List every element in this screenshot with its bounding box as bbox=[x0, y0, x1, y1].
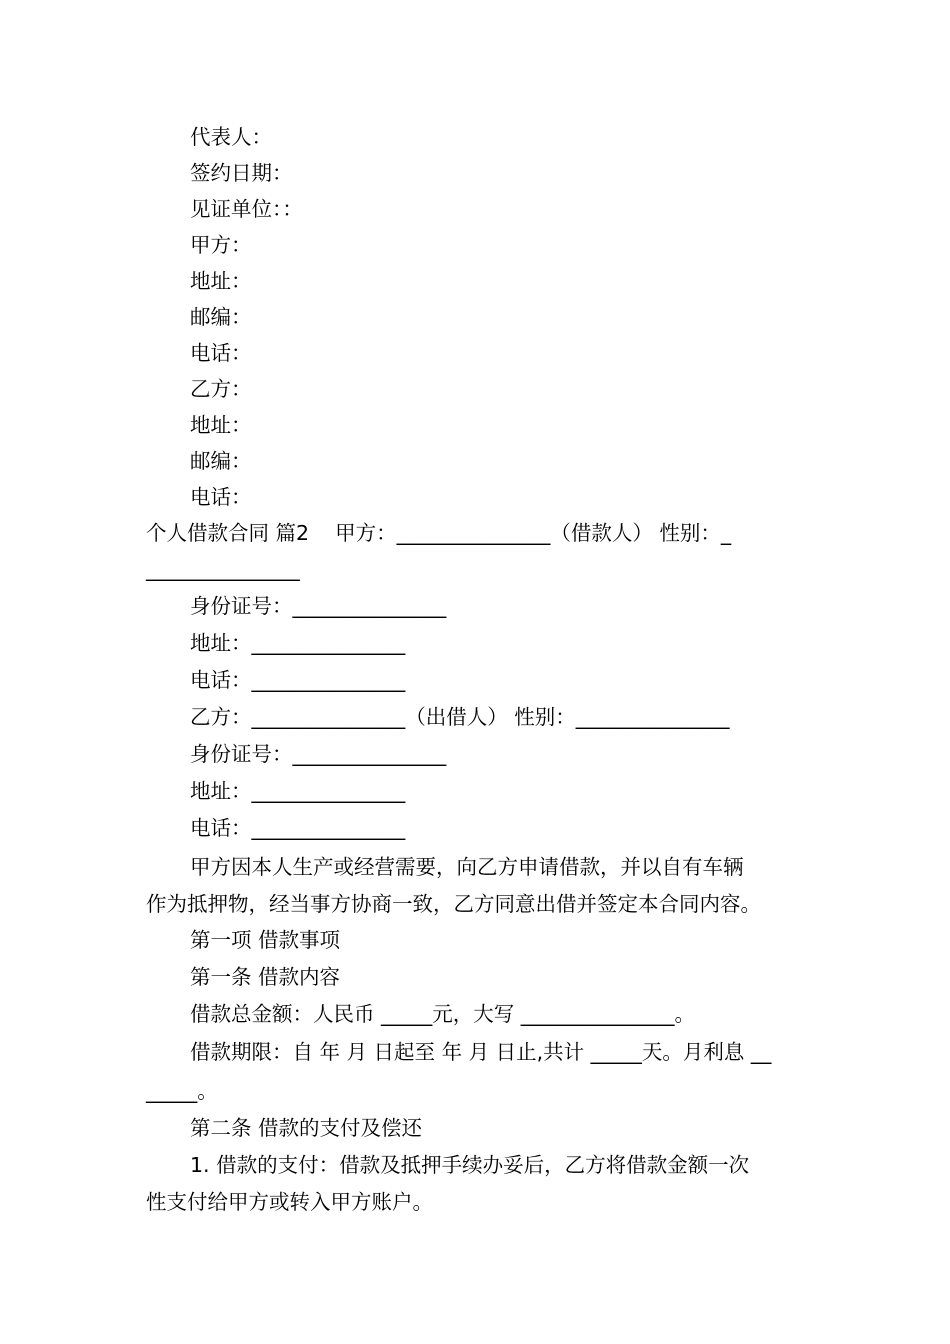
party-a-address: 地址： bbox=[190, 269, 252, 293]
article-1-heading: 第一条 借款内容 bbox=[190, 965, 341, 989]
preamble-line-2: 作为抵押物，经当事方协商一致，乙方同意出借并签定本合同内容。 bbox=[146, 892, 761, 916]
lender-line: 乙方：_______________（出借人） 性别：_______________ bbox=[190, 705, 730, 729]
loan-term-line: 借款期限：自 年 月 日起至 年 月 日止,共计 _____天。月利息 __ bbox=[190, 1040, 772, 1064]
lender-address: 地址：_______________ bbox=[190, 779, 406, 803]
contract-2-heading-cont: _______________ bbox=[146, 557, 300, 581]
borrower-phone: 电话：_______________ bbox=[190, 668, 406, 692]
section-1-heading: 第一项 借款事项 bbox=[190, 928, 341, 952]
lender-id-number: 身份证号：_______________ bbox=[190, 742, 447, 766]
party-b-postcode: 邮编： bbox=[190, 449, 252, 473]
party-a-phone: 电话： bbox=[190, 341, 252, 365]
preamble-line-1: 甲方因本人生产或经营需要，向乙方申请借款，并以自有车辆 bbox=[190, 855, 744, 879]
borrower-address: 地址：_______________ bbox=[190, 631, 406, 655]
party-b-label: 乙方： bbox=[190, 377, 252, 401]
loan-amount-line: 借款总金额：人民币 _____元，大写 _______________。 bbox=[190, 1002, 696, 1026]
article-2-heading: 第二条 借款的支付及偿还 bbox=[190, 1116, 423, 1140]
borrower-id-number: 身份证号：_______________ bbox=[190, 594, 447, 618]
loan-term-line-cont: _____。 bbox=[146, 1079, 218, 1103]
party-a-postcode: 邮编： bbox=[190, 305, 252, 329]
witness-unit: 见证单位：： bbox=[190, 197, 303, 221]
contract-2-heading: 个人借款合同 篇2 甲方：_______________（借款人） 性别：_ bbox=[146, 521, 732, 545]
lender-phone: 电话：_______________ bbox=[190, 816, 406, 840]
signature-date: 签约日期： bbox=[190, 161, 293, 185]
party-b-phone: 电话： bbox=[190, 485, 252, 509]
party-a-label: 甲方： bbox=[190, 233, 252, 257]
payment-clause-line-1: 1. 借款的支付：借款及抵押手续办妥后，乙方将借款金额一次 bbox=[190, 1153, 750, 1177]
signature-representative: 代表人： bbox=[190, 125, 272, 149]
party-b-address: 地址： bbox=[190, 413, 252, 437]
payment-clause-line-2: 性支付给甲方或转入甲方账户。 bbox=[146, 1190, 433, 1214]
